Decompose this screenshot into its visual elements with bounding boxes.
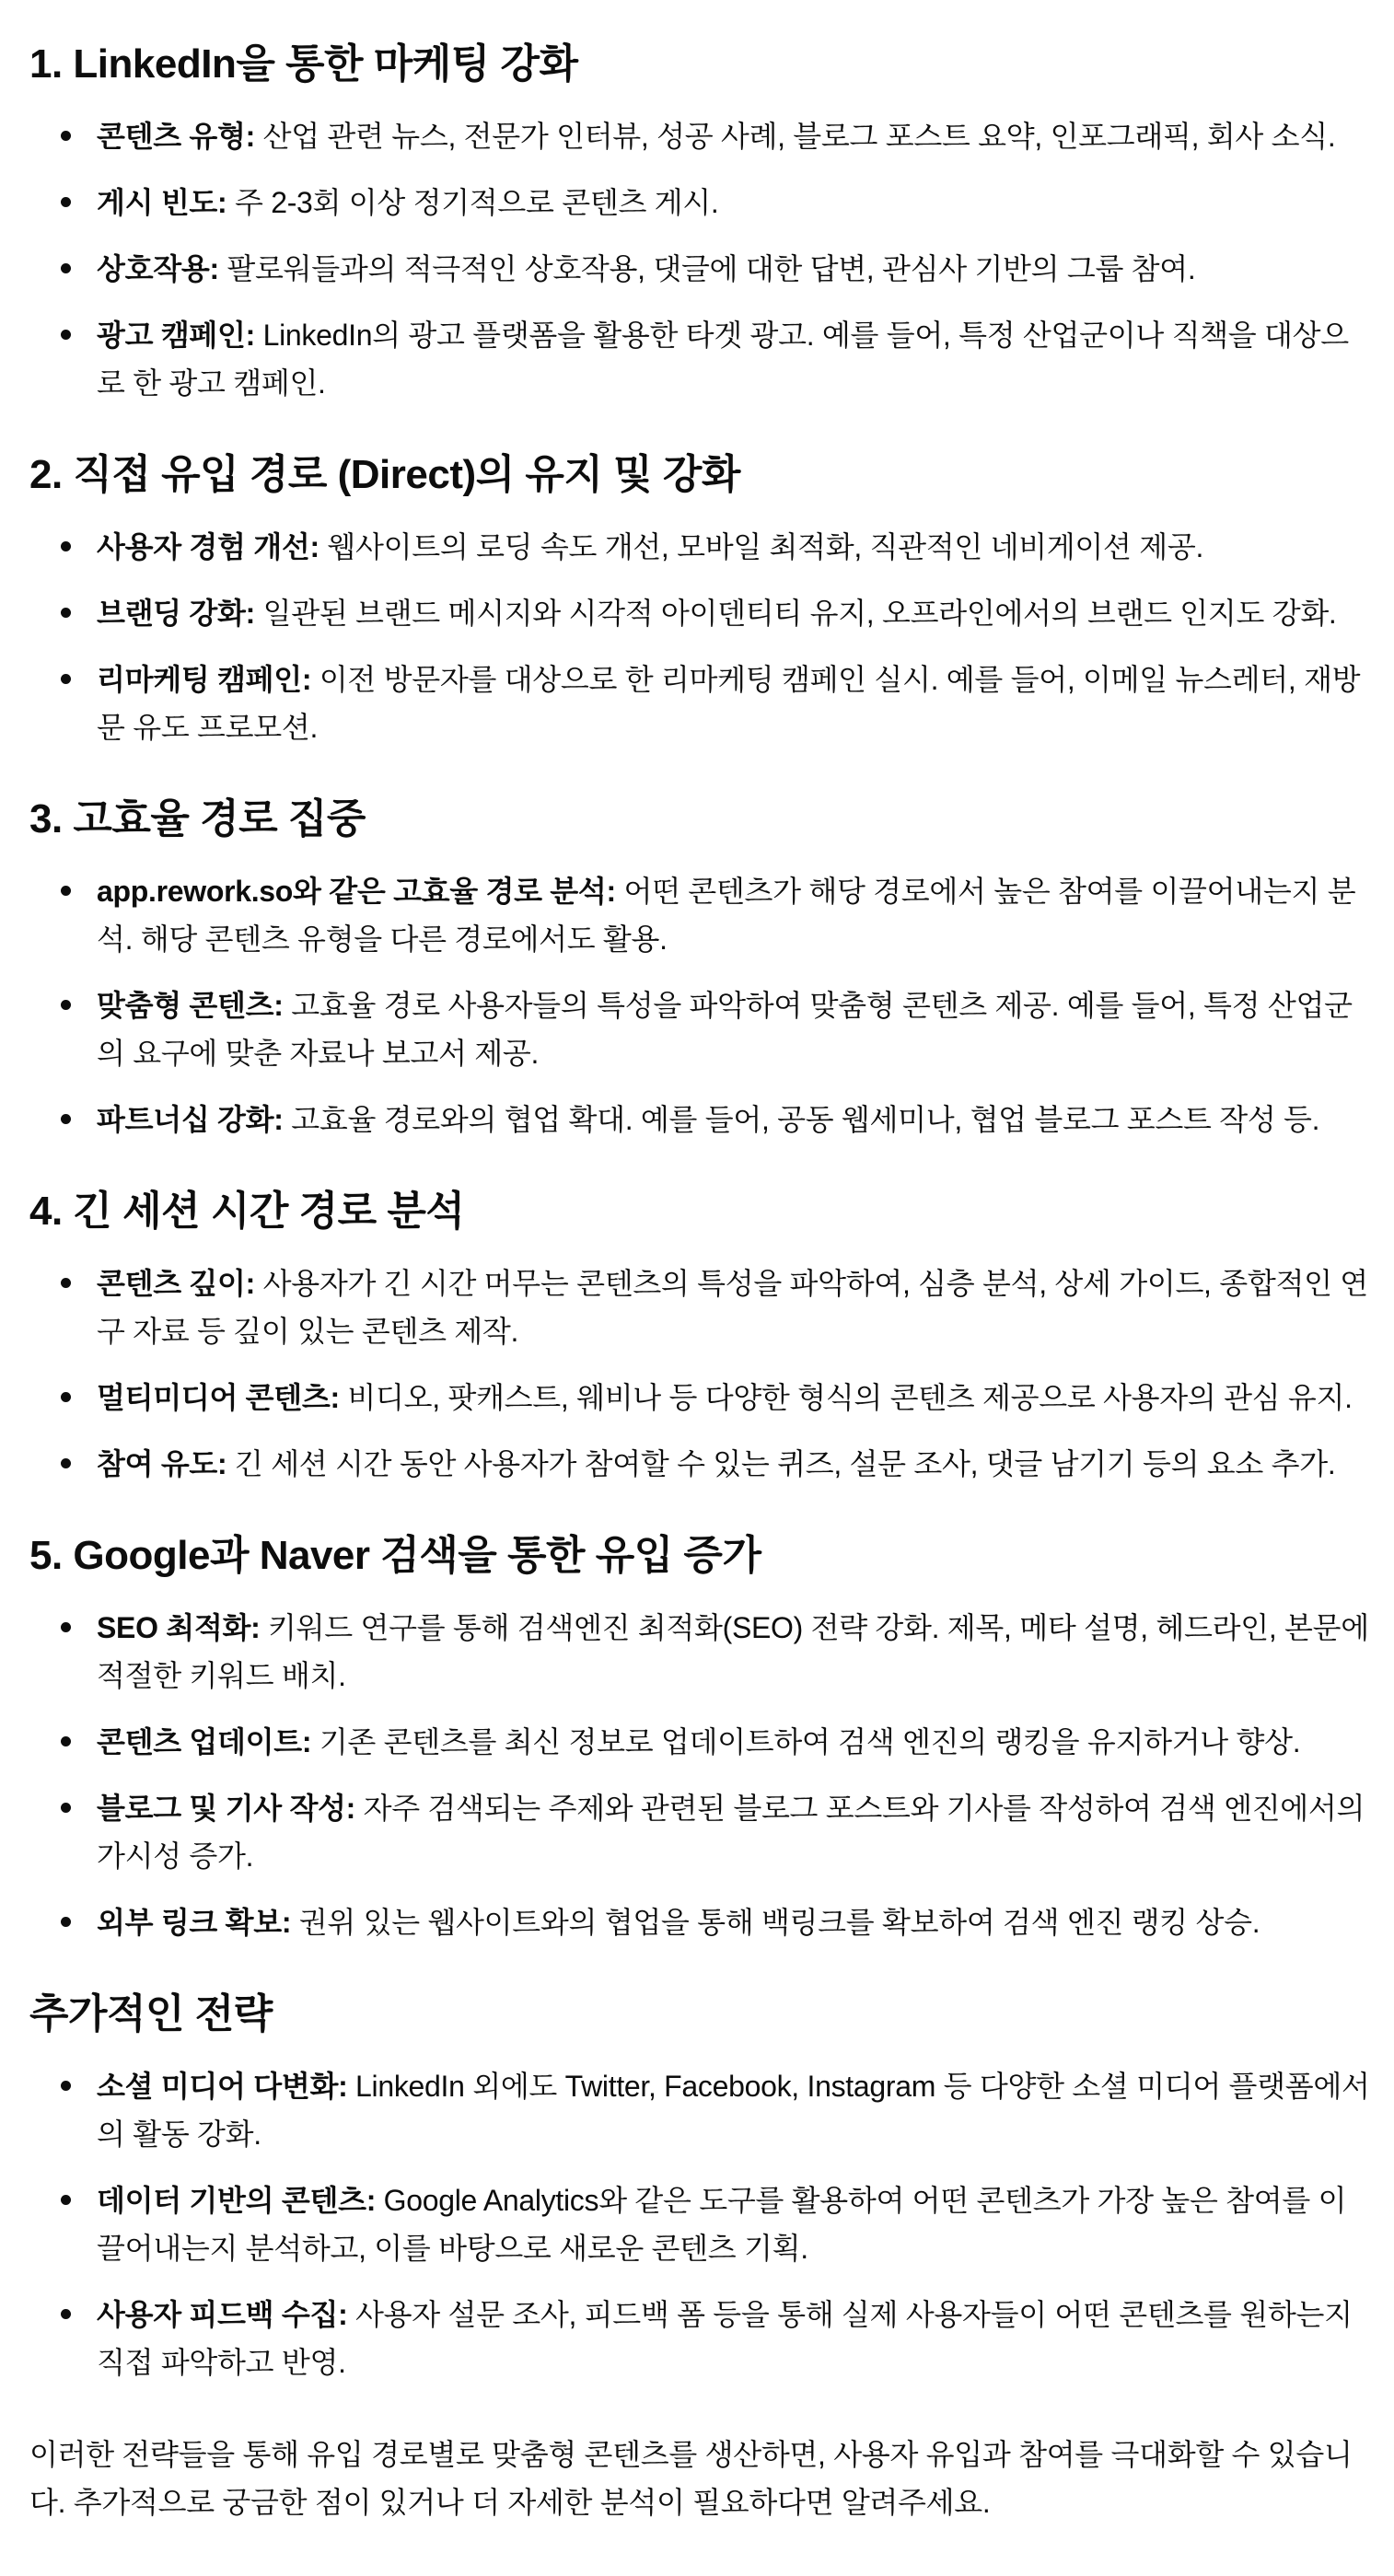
item-text: 기존 콘텐츠를 최신 정보로 업데이트하여 검색 엔진의 랭킹을 유지하거나 향상.: [311, 1725, 1301, 1758]
item-text: 산업 관련 뉴스, 전문가 인터뷰, 성공 사례, 블로그 포스트 요약, 인포그래픽, 회사 소식.: [255, 120, 1336, 153]
item-text: LinkedIn의 광고 플랫폼을 활용한 타겟 광고. 예를 들어, 특정 산업군이나 직책을 대상으로 한 광고 캠페인.: [97, 319, 1349, 400]
list-item: [97, 1718, 1373, 1766]
bullet-icon: [61, 197, 71, 207]
list-item: [97, 1440, 1373, 1488]
item-label: 파트너십 강화:: [97, 1103, 284, 1136]
item-text: Google Analytics와 같은 도구를 활용하여 어떤 콘텐츠가 가장 높은 참여를 이끌어내는지 분석하고, 이를 바탕으로 새로운 콘텐츠 기획.: [97, 2184, 1347, 2265]
bullet-icon: [61, 1622, 71, 1632]
section-high-efficiency-channel: [29, 793, 1373, 1143]
item-text: 권위 있는 웹사이트와의 협업을 통해 백링크를 확보하여 검색 엔진 랭킹 상승.: [291, 1906, 1260, 1939]
bullet-icon: [61, 2309, 71, 2319]
section-heading: 3. 고효율 경로 집중: [29, 796, 366, 841]
bullet-list: [29, 1259, 1373, 1488]
item-text: 팔로워들과의 적극적인 상호작용, 댓글에 대한 답변, 관심사 기반의 그룹 참여.: [218, 252, 1196, 285]
bullet-icon: [61, 1458, 71, 1468]
bullet-icon: [61, 263, 71, 273]
section-search-traffic: [29, 1529, 1373, 1946]
item-text: 비디오, 팟캐스트, 웨비나 등 다양한 형식의 콘텐츠 제공으로 사용자의 관심 유지.: [339, 1381, 1353, 1414]
section-heading: 1. LinkedIn을 통한 마케팅 강화: [29, 41, 578, 87]
item-label: 콘텐츠 업데이트:: [97, 1725, 312, 1758]
item-text: 웹사이트의 로딩 속도 개선, 모바일 최적화, 직관적인 네비게이션 제공.: [319, 530, 1204, 563]
bullet-icon: [61, 2081, 71, 2091]
list-item: [97, 1374, 1373, 1421]
section-direct-channel: [29, 448, 1373, 751]
item-label: 사용자 경험 개선:: [97, 530, 319, 563]
item-text: 자주 검색되는 주제와 관련된 블로그 포스트와 기사를 작성하여 검색 엔진에서의 가시성 증가.: [97, 1792, 1365, 1873]
section-heading: 4. 긴 세션 시간 경로 분석: [29, 1189, 465, 1234]
item-text: 주 2-3회 이상 정기적으로 콘텐츠 게시.: [227, 186, 719, 219]
item-label: 콘텐츠 유형:: [97, 120, 256, 153]
bullet-list: [29, 523, 1373, 751]
bullet-icon: [61, 886, 71, 896]
item-label: 맞춤형 콘텐츠:: [97, 989, 284, 1022]
item-label: 데이터 기반의 콘텐츠:: [97, 2184, 377, 2217]
item-text: LinkedIn 외에도 Twitter, Facebook, Instagram 등 다양한 소셜 미디어 플랫폼에서의 활동 강화.: [97, 2070, 1370, 2151]
item-text: 사용자가 긴 시간 머무는 콘텐츠의 특성을 파악하여, 심층 분석, 상세 가이드, 종합적인 연구 자료 등 깊이 있는 콘텐츠 제작.: [97, 1267, 1368, 1348]
item-label: 사용자 피드백 수집:: [97, 2298, 348, 2331]
list-item: [97, 245, 1373, 293]
section-heading: 5. Google과 Naver 검색을 통한 유입 증가: [29, 1533, 761, 1578]
list-item: [97, 179, 1373, 226]
bullet-icon: [61, 330, 71, 340]
item-label: 소셜 미디어 다변화:: [97, 2070, 348, 2103]
bullet-icon: [61, 1736, 71, 1746]
item-label: 멀티미디어 콘텐츠:: [97, 1381, 340, 1414]
list-item: [97, 112, 1373, 160]
item-text: 이전 방문자를 대상으로 한 리마케팅 캠페인 실시. 예를 들어, 이메일 뉴스레터, 재방문 유도 프로모션.: [97, 663, 1361, 744]
bullet-list: [29, 867, 1373, 1143]
bullet-icon: [61, 1278, 71, 1288]
item-text: 키워드 연구를 통해 검색엔진 최적화(SEO) 전략 강화. 제목, 메타 설명, 헤드라인, 본문에 적절한 키워드 배치.: [97, 1611, 1369, 1692]
list-item: [97, 1604, 1373, 1700]
item-label: 브랜딩 강화:: [97, 597, 256, 630]
list-item: [97, 981, 1373, 1077]
section-linkedin-marketing: [29, 38, 1373, 407]
item-label: 외부 링크 확보:: [97, 1906, 292, 1939]
section-heading: 추가적인 전략: [29, 1991, 273, 2036]
section-long-session-channel: [29, 1185, 1373, 1488]
item-label: 상호작용:: [97, 252, 219, 285]
bullet-icon: [61, 1917, 71, 1927]
item-label: 콘텐츠 깊이:: [97, 1267, 256, 1300]
section-heading: 2. 직접 유입 경로 (Direct)의 유지 및 강화: [29, 452, 740, 497]
bullet-icon: [61, 1392, 71, 1402]
list-item: [97, 1898, 1373, 1946]
list-item: [97, 656, 1373, 751]
item-label: app.rework.so와 같은 고효율 경로 분석:: [97, 875, 616, 908]
item-text: 일관된 브랜드 메시지와 시각적 아이덴티티 유지, 오프라인에서의 브랜드 인지도 강화.: [255, 597, 1337, 630]
bullet-icon: [61, 131, 71, 141]
bullet-list: [29, 112, 1373, 407]
item-label: 블로그 및 기사 작성:: [97, 1792, 356, 1825]
item-label: 참여 유도:: [97, 1447, 227, 1480]
item-text: 고효율 경로 사용자들의 특성을 파악하여 맞춤형 콘텐츠 제공. 예를 들어, 특정 산업군의 요구에 맞춘 자료나 보고서 제공.: [97, 989, 1353, 1070]
section-additional-strategies: [29, 1988, 1373, 2386]
list-item: [97, 523, 1373, 571]
list-item: [97, 1259, 1373, 1355]
list-item: [97, 589, 1373, 637]
item-label: 광고 캠페인:: [97, 319, 256, 352]
item-label: 리마케팅 캠페인:: [97, 663, 312, 696]
bullet-icon: [61, 1114, 71, 1124]
list-item: [97, 1784, 1373, 1880]
list-item: [97, 311, 1373, 407]
item-text: 어떤 콘텐츠가 해당 경로에서 높은 참여를 이끌어내는지 분석. 해당 콘텐츠 유형을 다른 경로에서도 활용.: [97, 875, 1356, 956]
list-item: [97, 2291, 1373, 2386]
list-item: [97, 1096, 1373, 1143]
bullet-icon: [61, 2195, 71, 2205]
bullet-icon: [61, 674, 71, 684]
bullet-icon: [61, 608, 71, 618]
item-label: 게시 빈도:: [97, 186, 227, 219]
item-label: SEO 최적화:: [97, 1611, 261, 1644]
bullet-icon: [61, 541, 71, 551]
item-text: 사용자 설문 조사, 피드백 폼 등을 통해 실제 사용자들이 어떤 콘텐츠를 원하는지 직접 파악하고 반영.: [97, 2298, 1353, 2379]
bullet-icon: [61, 1000, 71, 1010]
list-item: [97, 2176, 1373, 2272]
bullet-list: [29, 2062, 1373, 2386]
list-item: [97, 2062, 1373, 2158]
item-text: 긴 세션 시간 동안 사용자가 참여할 수 있는 퀴즈, 설문 조사, 댓글 남기기 등의 요소 추가.: [227, 1447, 1336, 1480]
item-text: 고효율 경로와의 협업 확대. 예를 들어, 공동 웹세미나, 협업 블로그 포스트 작성 등.: [283, 1103, 1320, 1136]
bullet-icon: [61, 1803, 71, 1813]
list-item: [97, 867, 1373, 963]
bullet-list: [29, 1604, 1373, 1946]
closing-paragraph: 이러한 전략들을 통해 유입 경로별로 맞춤형 콘텐츠를 생산하면, 사용자 유입과 참여를 극대화할 수 있습니다. 추가적으로 궁금한 점이 있거나 더 자세한 분석이 필요하다면 알려주세요.: [29, 2438, 1353, 2519]
